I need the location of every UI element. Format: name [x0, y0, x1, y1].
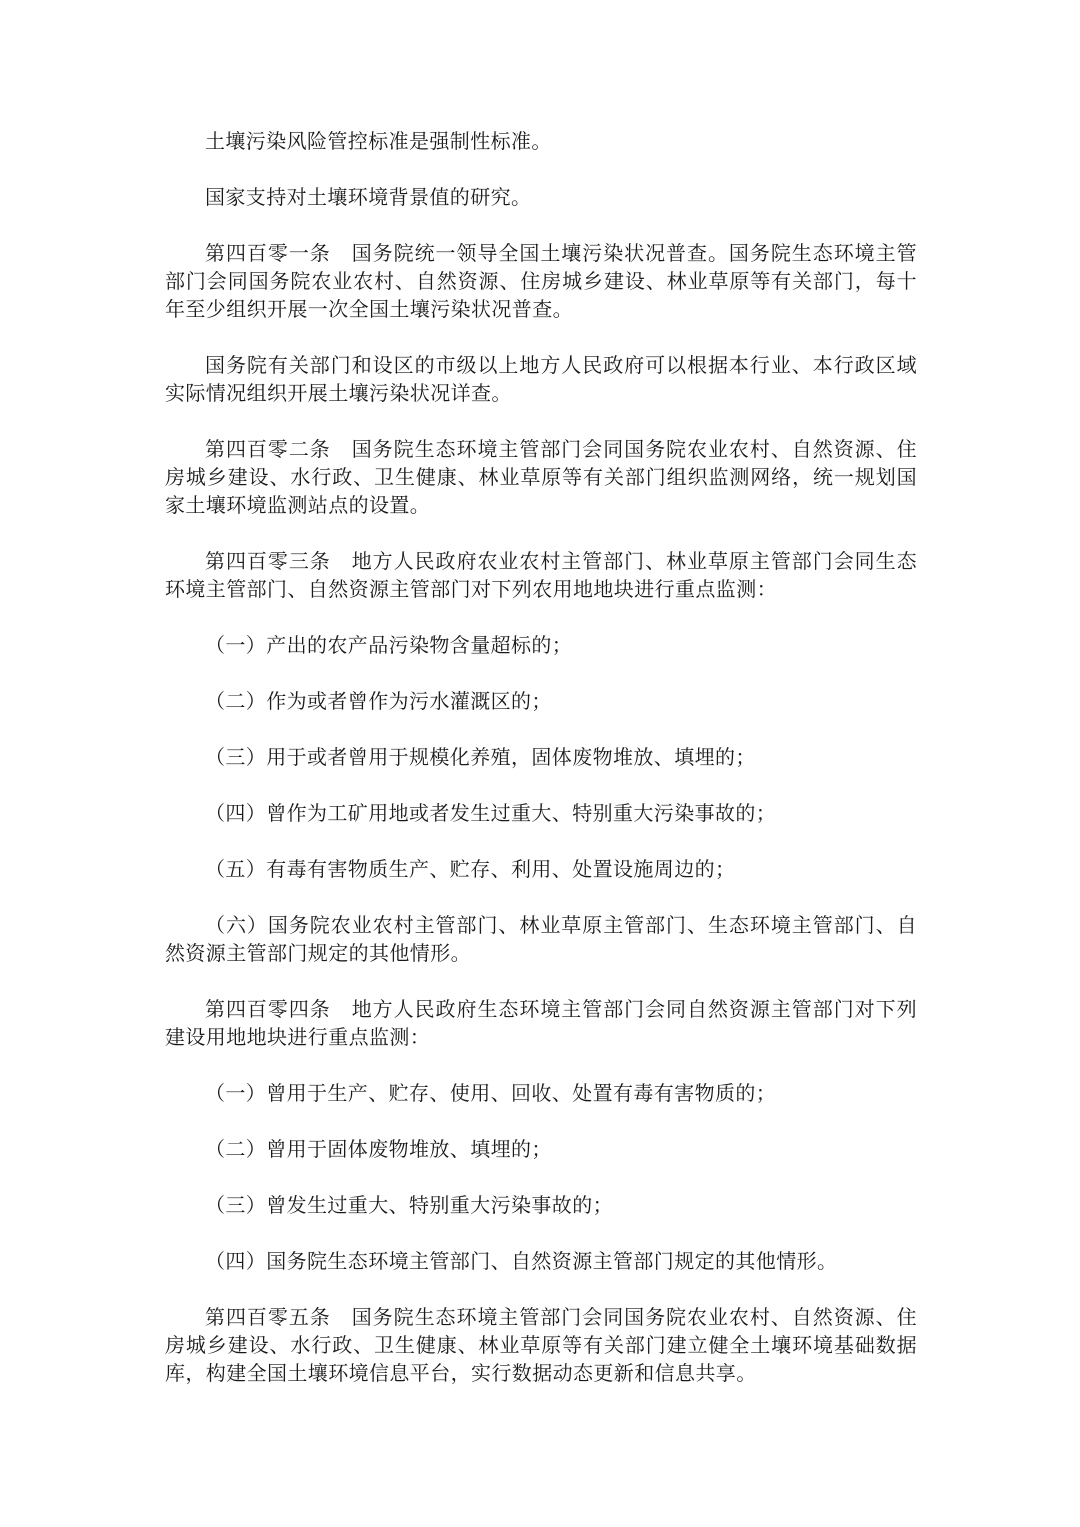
- list-item: （五）有毒有害物质生产、贮存、利用、处置设施周边的；: [205, 857, 736, 881]
- article-401: 第四百零一条 国务院统一领导全国土壤污染状况普查。国务院生态环境主管部门会同国务院农业农村、自然资源、住房城乡建设、林业草原等有关部门，每十年至少组织开展一次全国土壤污染状况普查。: [165, 241, 917, 321]
- list-item: （四）曾作为工矿用地或者发生过重大、特别重大污染事故的；: [205, 801, 777, 825]
- list-item: （一）产出的农产品污染物含量超标的；: [205, 633, 573, 657]
- list-item: （二）曾用于固体废物堆放、填埋的；: [205, 1137, 552, 1161]
- paragraph-background-research: 国家支持对土壤环境背景值的研究。: [205, 185, 532, 209]
- article-404: 第四百零四条 地方人民政府生态环境主管部门会同自然资源主管部门对下列建设用地地块进行重点监测：: [165, 997, 917, 1049]
- article-403: 第四百零三条 地方人民政府农业农村主管部门、林业草原主管部门会同生态环境主管部门、自然资源主管部门对下列农用地地块进行重点监测：: [165, 549, 917, 601]
- article-405: 第四百零五条 国务院生态环境主管部门会同国务院农业农村、自然资源、住房城乡建设、水行政、卫生健康、林业草原等有关部门建立健全土壤环境基础数据库，构建全国土壤环境信息平台，实行数据动态更新和信息共享。: [165, 1305, 917, 1385]
- list-item: （三）曾发生过重大、特别重大污染事故的；: [205, 1193, 613, 1217]
- article-402: 第四百零二条 国务院生态环境主管部门会同国务院农业农村、自然资源、住房城乡建设、水行政、卫生健康、林业草原等有关部门组织监测网络，统一规划国家土壤环境监测站点的设置。: [165, 437, 917, 517]
- list-item: （三）用于或者曾用于规模化养殖，固体废物堆放、填埋的；: [205, 745, 756, 769]
- document-page: [165, 127, 917, 1415]
- paragraph-standard-mandatory: 土壤污染风险管控标准是强制性标准。: [205, 129, 552, 153]
- list-item: （四）国务院生态环境主管部门、自然资源主管部门规定的其他情形。: [205, 1249, 838, 1273]
- paragraph-detailed-survey: 国务院有关部门和设区的市级以上地方人民政府可以根据本行业、本行政区域实际情况组织开展土壤污染状况详查。: [165, 353, 917, 405]
- list-item: （六）国务院农业农村主管部门、林业草原主管部门、生态环境主管部门、自然资源主管部门规定的其他情形。: [165, 913, 917, 965]
- list-item: （一）曾用于生产、贮存、使用、回收、处置有毒有害物质的；: [205, 1081, 777, 1105]
- list-item: （二）作为或者曾作为污水灌溉区的；: [205, 689, 552, 713]
